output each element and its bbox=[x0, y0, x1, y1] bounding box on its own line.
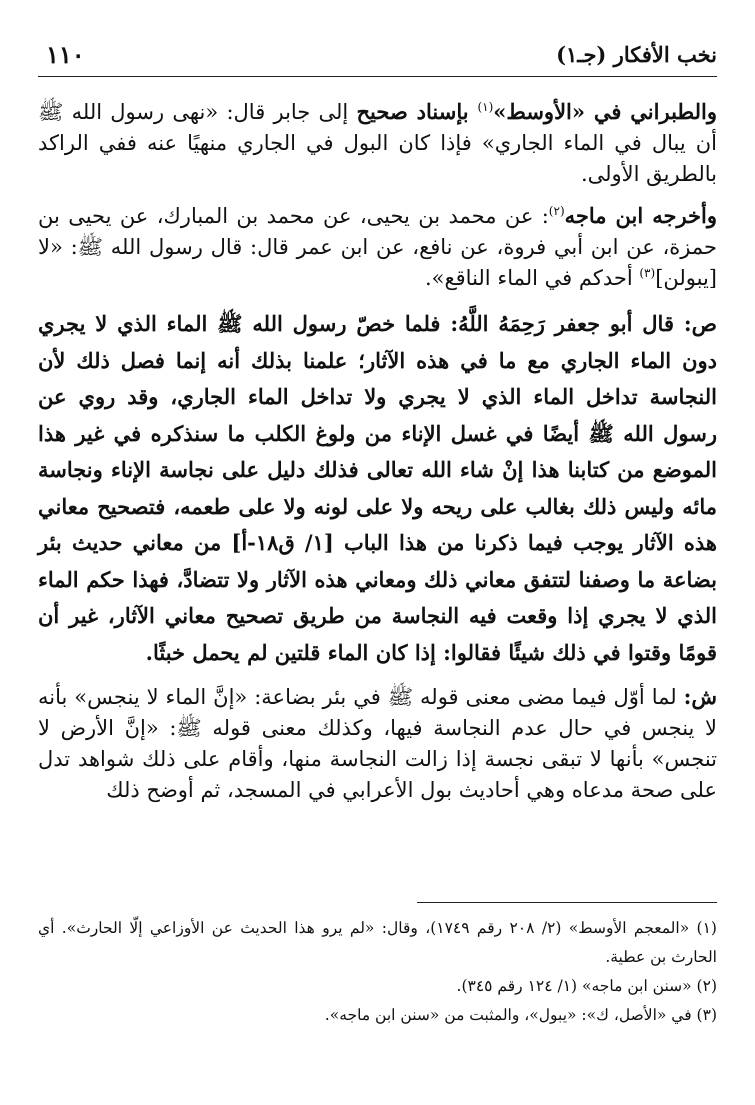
paragraph-text: : عن محمد بن يحيى، عن محمد بن المبارك، عن يحيى بن حمزة، عن ابن أبي فروة، عن نافع، عن ابن عمر قال: قال رسول الله ﷺ: «لا [يبولن] bbox=[38, 204, 717, 290]
paragraph-commentary bbox=[38, 681, 717, 806]
footnote-item: (٣) في «الأصل، ك»: «يبول»، والمثبت من «سنن ابن ماجه». bbox=[324, 1006, 717, 1024]
running-title: نخب الأفكار (جـ١) bbox=[556, 42, 717, 67]
footnote-separator bbox=[417, 902, 717, 903]
paragraph-text-2: أحدكم في الماء الناقع». bbox=[424, 266, 640, 290]
main-text bbox=[38, 96, 717, 806]
header-rule bbox=[38, 76, 717, 77]
footnote-ref-2: (٢) bbox=[548, 204, 565, 218]
paragraph-text: لما أوّل فيما مضى معنى قوله ﷺ في بئر بضاعة: «إنَّ الماء لا ينجس» بأنه لا ينجس في حال عدم النجاسة فيها، وكذلك معنى قوله ﷺ: «إنَّ الأرض لا تنجس» بأنها لا تبقى نجسة إذا زالت النجاسة منها، وأقام على ذلك شواهد تدل على صحة مدعاه وهي أحاديث بول الأعرابي في المسجد، ثم أوضح ذلك bbox=[38, 685, 717, 802]
paragraph-abu-jafar: ص: قال أبو جعفر رَحِمَهُ اللَّهُ: فلما خصّ رسول الله ﷺ الماء الذي لا يجري دون الماء الجاري مع ما في هذه الآثار؛ علمنا بذلك أنه إنما فصل ذلك لأن النجاسة تداخل الماء الذي لا يجري ولا تداخل الماء الجاري، وقد روي عن رسول الله ﷺ أيضًا في غسل الإناء من ولوغ الكلب ما سنذكره في غير هذا الموضع من كتابنا هذا إنْ شاء الله تعالى فذلك دليل على نجاسة الإناء ونجاسة مائه وليس ذلك بغالب على ريحه ولا على لونه ولا على طعمه، فتصحيح معاني هذه الآثار يوجب فيما ذكرنا من هذا الباب [١/ ق١٨-أ] من معاني حديث بئر بضاعة ما وصفنا لتتفق معاني ذلك ومعاني هذه الآثار ولا تتضادَّ، فهذا حكم الماء الذي لا يجري إذا وقعت فيه النجاسة من طريق تصحيح معاني الآثار، غير أن قومًا وقتوا في ذلك شيئًا فقالوا: إذا كان الماء قلتين لم يحمل خبثًا. bbox=[38, 311, 717, 665]
paragraph-lead: وأخرجه ابن ماجه bbox=[564, 203, 717, 228]
running-header bbox=[38, 38, 717, 78]
paragraph-lead: ش: bbox=[683, 684, 717, 709]
footnote-ref-3: (٣) bbox=[639, 266, 656, 280]
footnote-item: (٢) «سنن ابن ماجه» (١/ ١٢٤ رقم ٣٤٥). bbox=[456, 977, 717, 995]
footnotes bbox=[38, 914, 717, 1030]
page-number: ١١٠ bbox=[46, 40, 85, 69]
footnote-item: (١) «المعجم الأوسط» (٢/ ٢٠٨ رقم ١٧٤٩)، وقال: «لم يرو هذا الحديث عن الأوزاعي إلّا الحارث». أي الحارث بن عطية. bbox=[38, 919, 717, 966]
paragraph-lead-2: بإسناد صحيح bbox=[356, 99, 478, 124]
paragraph-text: إلى جابر قال: «نهى رسول الله ﷺ أن يبال في الماء الجاري» فإذا كان البول في الجاري منهيًا عنه ففي الراكد بالطريق الأولى. bbox=[38, 100, 717, 186]
paragraph-ibn-majah bbox=[38, 200, 717, 294]
paragraph-tabarani bbox=[38, 96, 717, 190]
footnote-ref-1: (١) bbox=[477, 100, 494, 114]
paragraph-lead: والطبراني في «الأوسط» bbox=[493, 99, 718, 124]
